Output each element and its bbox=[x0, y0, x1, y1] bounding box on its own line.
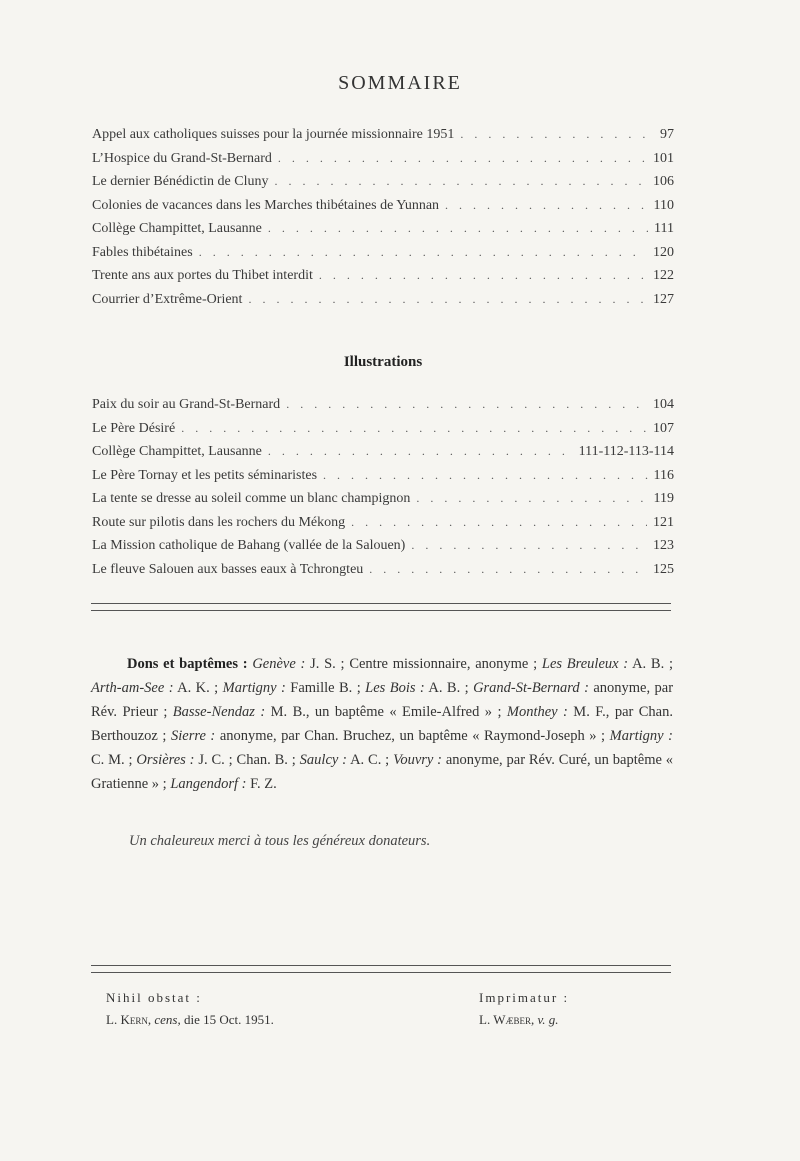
donor-detail: M. F., par Chan. Berthouzoz ; bbox=[91, 704, 673, 744]
imprimatur-line bbox=[479, 1012, 569, 1028]
toc-entry bbox=[92, 198, 674, 222]
donor-detail: J. S. ; Centre missionnaire, anonyme ; bbox=[305, 656, 542, 672]
toc-entry bbox=[92, 174, 674, 198]
toc-entry-page: 120 bbox=[653, 244, 674, 260]
toc-entry-title: Le Père Désiré bbox=[92, 420, 176, 436]
toc-entry-title: Trente ans aux portes du Thibet interdit bbox=[92, 268, 313, 283]
donor-detail: C. M. ; bbox=[91, 752, 137, 768]
toc-entry bbox=[92, 491, 674, 515]
censor-name: L. Kern, bbox=[106, 1012, 152, 1027]
toc-entry-page: 119 bbox=[653, 491, 674, 506]
toc-entry-page: 121 bbox=[653, 514, 674, 530]
donor-detail: F. Z. bbox=[246, 776, 277, 792]
toc-leader-dots bbox=[275, 174, 648, 189]
toc-leader-dots bbox=[323, 468, 647, 483]
toc-entry bbox=[92, 515, 674, 539]
nihil-obstat-block bbox=[106, 990, 274, 1028]
toc-entry-title: Courrier d’Extrême-Orient bbox=[92, 291, 243, 307]
donor-place: Basse-Nendaz : bbox=[172, 704, 266, 720]
dons-paragraph bbox=[91, 652, 673, 796]
toc-leader-dots bbox=[445, 198, 647, 213]
dons-heading: Dons et baptêmes : bbox=[127, 656, 248, 672]
toc-entry-page: 101 bbox=[653, 150, 674, 166]
toc-entry bbox=[92, 562, 674, 586]
divider-rule-bottom bbox=[91, 965, 671, 973]
toc-entry bbox=[92, 397, 674, 421]
toc-entry-title: Fables thibétaines bbox=[92, 244, 193, 260]
toc-entry bbox=[92, 538, 674, 562]
toc-leader-dots bbox=[268, 444, 573, 459]
donor-place: Les Breuleux : bbox=[541, 656, 629, 672]
sommaire-list bbox=[92, 127, 674, 315]
toc-entry-title: Le fleuve Salouen aux basses eaux à Tchrongteu bbox=[92, 561, 364, 577]
donor-detail: M. B., un baptême « Emile-Alfred » ; bbox=[265, 704, 507, 720]
donor-detail: A. C. ; bbox=[347, 752, 394, 768]
donor-place: Orsières : bbox=[136, 752, 195, 768]
nihil-obstat-label: Nihil obstat : bbox=[106, 990, 202, 1005]
toc-entry bbox=[92, 421, 674, 445]
toc-entry-title: Route sur pilotis dans les rochers du Mékong bbox=[92, 514, 346, 530]
donor-detail: anonyme, par Chan. Bruchez, un baptême « Raymond-Joseph » ; bbox=[215, 728, 610, 744]
toc-leader-dots bbox=[268, 221, 648, 236]
toc-entry-title: L’Hospice du Grand-St-Bernard bbox=[92, 150, 272, 166]
censor-date: die 15 Oct. 1951. bbox=[183, 1012, 274, 1027]
donor-detail: A. B. ; bbox=[628, 656, 673, 672]
toc-entry-title: Appel aux catholiques suisses pour la journée missionnaire 1951 bbox=[92, 127, 455, 142]
toc-leader-dots bbox=[248, 292, 647, 307]
donor-place: Martigny : bbox=[222, 680, 286, 696]
donor-detail: anonyme, par Rév. Prieur ; bbox=[91, 680, 674, 720]
toc-entry-title: Colonies de vacances dans les Marches thibétaines de Yunnan bbox=[92, 197, 440, 213]
toc-entry bbox=[92, 468, 674, 492]
sommaire-title: SOMMAIRE bbox=[338, 72, 462, 94]
toc-entry bbox=[92, 245, 674, 269]
donor-place: Monthey : bbox=[506, 704, 568, 720]
toc-entry-page: 104 bbox=[653, 397, 674, 412]
donor-place: Martigny : bbox=[609, 728, 673, 744]
toc-entry-title: Le Père Tornay et les petits séminaristes bbox=[92, 467, 318, 483]
donor-place: Langendorf : bbox=[170, 776, 247, 792]
toc-entry-title: Paix du soir au Grand-St-Bernard bbox=[92, 397, 281, 412]
donor-place: Grand-St-Bernard : bbox=[473, 680, 589, 696]
toc-entry-page: 116 bbox=[653, 467, 674, 483]
toc-entry-title: Le dernier Bénédictin de Cluny bbox=[92, 174, 269, 189]
thanks-line: Un chaleureux merci à tous les généreux donateurs. bbox=[129, 833, 431, 849]
toc-leader-dots bbox=[460, 127, 648, 142]
toc-leader-dots bbox=[286, 397, 647, 412]
toc-leader-dots bbox=[278, 151, 647, 166]
donor-detail: J. C. ; Chan. B. ; bbox=[194, 752, 300, 768]
imprimatur-label: Imprimatur : bbox=[479, 990, 570, 1005]
toc-entry-page: 125 bbox=[653, 561, 674, 577]
toc-entry-page: 111 bbox=[654, 221, 674, 236]
censor-role: cens, bbox=[154, 1012, 181, 1027]
donor-detail: A. B. ; bbox=[424, 680, 474, 696]
toc-entry bbox=[92, 151, 674, 175]
toc-entry-title: La Mission catholique de Bahang (vallée de la Salouen) bbox=[92, 538, 406, 553]
toc-leader-dots bbox=[411, 538, 647, 553]
toc-entry-page: 123 bbox=[653, 538, 674, 553]
imprimatur-block bbox=[479, 990, 569, 1028]
nihil-obstat-line bbox=[106, 1012, 274, 1028]
donor-place: Genève : bbox=[252, 656, 306, 672]
donor-place: Sierre : bbox=[170, 728, 216, 744]
toc-entry-title: Collège Champittet, Lausanne bbox=[92, 221, 262, 236]
toc-entry-page: 97 bbox=[660, 127, 674, 142]
toc-leader-dots bbox=[416, 491, 647, 506]
toc-entry-page: 106 bbox=[653, 174, 674, 189]
toc-entry-page: 127 bbox=[653, 291, 674, 307]
donor-detail: Famille B. ; bbox=[285, 680, 366, 696]
toc-leader-dots bbox=[199, 245, 647, 260]
donor-place: Les Bois : bbox=[365, 680, 425, 696]
vicar-role: v. g. bbox=[537, 1012, 559, 1027]
toc-leader-dots bbox=[351, 515, 647, 530]
toc-entry-title: La tente se dresse au soleil comme un blanc champignon bbox=[92, 491, 411, 506]
donor-detail: A. K. ; bbox=[173, 680, 223, 696]
illustrations-list bbox=[92, 397, 674, 585]
toc-leader-dots bbox=[369, 562, 647, 577]
toc-entry bbox=[92, 268, 674, 292]
toc-leader-dots bbox=[181, 421, 647, 436]
toc-entry bbox=[92, 127, 674, 151]
toc-entry-title: Collège Champittet, Lausanne bbox=[92, 444, 262, 459]
toc-entry bbox=[92, 221, 674, 245]
dons-body bbox=[91, 656, 673, 792]
divider-rule bbox=[91, 603, 671, 611]
toc-entry bbox=[92, 444, 674, 468]
illustrations-heading: Illustrations bbox=[343, 354, 423, 370]
donor-place: Vouvry : bbox=[393, 752, 443, 768]
toc-entry bbox=[92, 292, 674, 316]
donor-detail: anonyme, par Rév. Curé, un baptême « Gratienne » ; bbox=[91, 752, 674, 792]
donor-place: Arth-am-See : bbox=[91, 680, 174, 696]
toc-entry-page: 122 bbox=[653, 268, 674, 283]
toc-entry-page: 110 bbox=[653, 197, 674, 213]
toc-leader-dots bbox=[319, 268, 647, 283]
vicar-name: L. Wæber, bbox=[479, 1012, 535, 1027]
toc-entry-page: 107 bbox=[653, 420, 674, 436]
donor-place: Saulcy : bbox=[299, 752, 348, 768]
toc-entry-page: 111-112-113-114 bbox=[578, 444, 674, 459]
